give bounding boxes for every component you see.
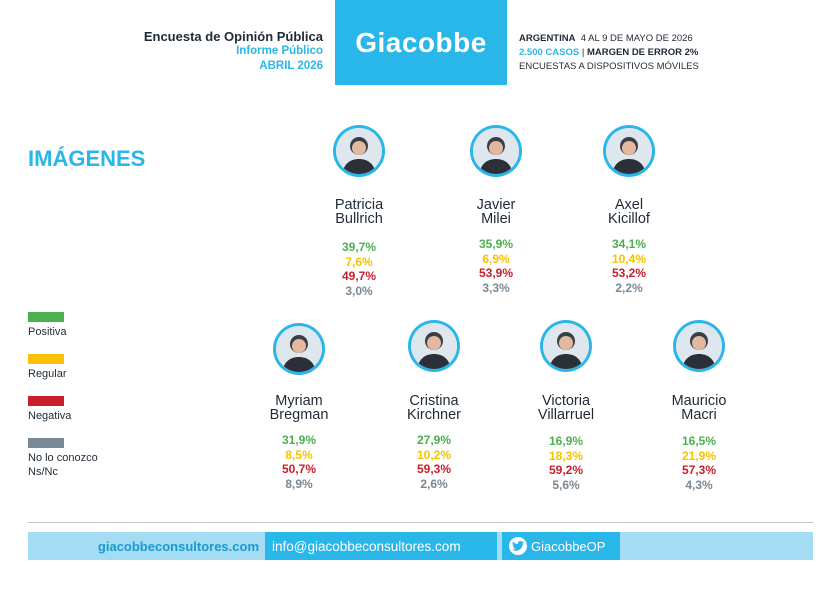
cases: 2.500 CASOS <box>519 47 580 58</box>
name-milei <box>436 198 556 226</box>
first-name: Myriam <box>275 393 323 409</box>
percentages-kicillof <box>569 237 689 295</box>
portrait-villarruel <box>543 323 589 369</box>
last-name: Bregman <box>269 407 329 423</box>
name-villarruel <box>506 394 626 422</box>
negativa-value: 50,7% <box>281 462 317 476</box>
portrait-bullrich <box>336 128 382 174</box>
legend-label-positiva: Positiva <box>28 326 67 338</box>
email-link[interactable]: info@giacobbeconsultores.com <box>272 538 461 554</box>
brand-name: Giacobbe <box>355 26 487 58</box>
last-name: Milei <box>481 211 511 227</box>
first-name: Cristina <box>409 393 459 409</box>
legend-label-no-conoce-1: No lo conozco <box>28 452 98 464</box>
avatar-villarruel <box>540 320 592 372</box>
regular-value: 10,2% <box>416 447 452 462</box>
positiva-value: 35,9% <box>478 237 514 251</box>
no-conoce-value: 8,9% <box>285 476 313 491</box>
no-conoce-value: 3,3% <box>482 280 510 295</box>
last-name: Kicillof <box>608 211 650 227</box>
regular-value: 7,6% <box>345 254 373 269</box>
legend-label-no-conoce-2: Ns/Nc <box>28 466 58 478</box>
portrait-milei <box>473 128 519 174</box>
avatar-macri <box>673 320 725 372</box>
negativa-value: 59,3% <box>416 462 452 476</box>
name-kicillof <box>569 198 689 226</box>
legend-swatch-positiva <box>28 312 64 322</box>
legend-swatch-negativa <box>28 396 64 406</box>
percentages-kirchner <box>374 433 494 491</box>
no-conoce-value: 3,0% <box>345 283 373 298</box>
last-name: Kirchner <box>407 407 461 423</box>
regular-value: 21,9% <box>681 448 717 463</box>
positiva-value: 27,9% <box>416 433 452 447</box>
report-month: ABRIL 2026 <box>259 60 323 72</box>
twitter-handle[interactable]: GiacobbeOP <box>531 538 606 554</box>
no-conoce-value: 2,2% <box>615 280 643 295</box>
name-bullrich <box>299 198 419 226</box>
avatar-bregman <box>273 323 325 375</box>
portrait-kirchner <box>411 323 457 369</box>
percentages-villarruel <box>506 434 626 492</box>
negativa-value: 53,2% <box>611 266 647 280</box>
survey-dates: 4 AL 9 DE MAYO DE 2026 <box>580 33 693 44</box>
percentages-milei <box>436 237 556 295</box>
last-name: Villarruel <box>537 407 595 423</box>
name-macri <box>639 394 759 422</box>
header-left <box>144 29 323 74</box>
method: ENCUESTAS A DISPOSITIVOS MÓVILES <box>519 61 699 72</box>
last-name: Bullrich <box>335 211 383 227</box>
regular-value: 10,4% <box>611 251 647 266</box>
portrait-bregman <box>276 326 322 372</box>
regular-value: 18,3% <box>548 448 584 463</box>
first-name: Patricia <box>334 197 384 213</box>
avatar-kicillof <box>603 125 655 177</box>
brand-logo <box>335 0 507 85</box>
legend-swatch-regular <box>28 354 64 364</box>
footer-divider <box>28 522 813 523</box>
regular-value: 6,9% <box>482 251 510 266</box>
regular-value: 8,5% <box>285 447 313 462</box>
avatar-milei <box>470 125 522 177</box>
report-type: Informe Público <box>236 45 323 57</box>
negativa-value: 59,2% <box>548 463 584 477</box>
positiva-value: 34,1% <box>611 237 647 251</box>
legend-swatch-no-conoce <box>28 438 64 448</box>
portrait-macri <box>676 323 722 369</box>
name-kirchner <box>374 394 494 422</box>
avatar-kirchner <box>408 320 460 372</box>
positiva-value: 39,7% <box>341 240 377 254</box>
footer-email[interactable] <box>265 532 497 560</box>
name-bregman <box>239 394 359 422</box>
first-name: Axel <box>614 197 644 213</box>
header-right: ARGENTINA 4 AL 9 DE MAYO DE 2026 2.500 CASOS | MARGEN DE ERROR 2% ENCUESTAS A DISPOSITIVOS MÓVILES <box>519 33 699 72</box>
percentages-bullrich <box>299 240 419 298</box>
country: ARGENTINA <box>519 33 576 44</box>
avatar-bullrich <box>333 125 385 177</box>
margin: MARGEN DE ERROR 2% <box>586 47 699 58</box>
footer-twitter[interactable] <box>502 532 620 560</box>
section-title: IMÁGENES <box>28 146 146 171</box>
website-link[interactable]: giacobbeconsultores.com <box>97 538 259 554</box>
percentages-bregman <box>239 433 359 491</box>
positiva-value: 16,5% <box>681 434 717 448</box>
no-conoce-value: 2,6% <box>420 476 448 491</box>
survey-title: Encuesta de Opinión Pública <box>143 29 323 44</box>
legend-label-no-conoce <box>28 451 98 479</box>
twitter-icon <box>509 537 527 555</box>
negativa-value: 53,9% <box>478 266 514 280</box>
first-name: Mauricio <box>671 393 727 409</box>
legend-label-negativa: Negativa <box>28 410 72 422</box>
no-conoce-value: 5,6% <box>552 477 580 492</box>
percentages-macri <box>639 434 759 492</box>
first-name: Victoria <box>541 393 591 409</box>
legend-label-regular: Regular <box>28 368 67 380</box>
first-name: Javier <box>476 197 516 213</box>
positiva-value: 31,9% <box>281 433 317 447</box>
no-conoce-value: 4,3% <box>685 477 713 492</box>
negativa-value: 49,7% <box>341 269 377 283</box>
negativa-value: 57,3% <box>681 463 717 477</box>
portrait-kicillof <box>606 128 652 174</box>
positiva-value: 16,9% <box>548 434 584 448</box>
last-name: Macri <box>681 407 717 423</box>
footer-website[interactable] <box>28 532 265 560</box>
